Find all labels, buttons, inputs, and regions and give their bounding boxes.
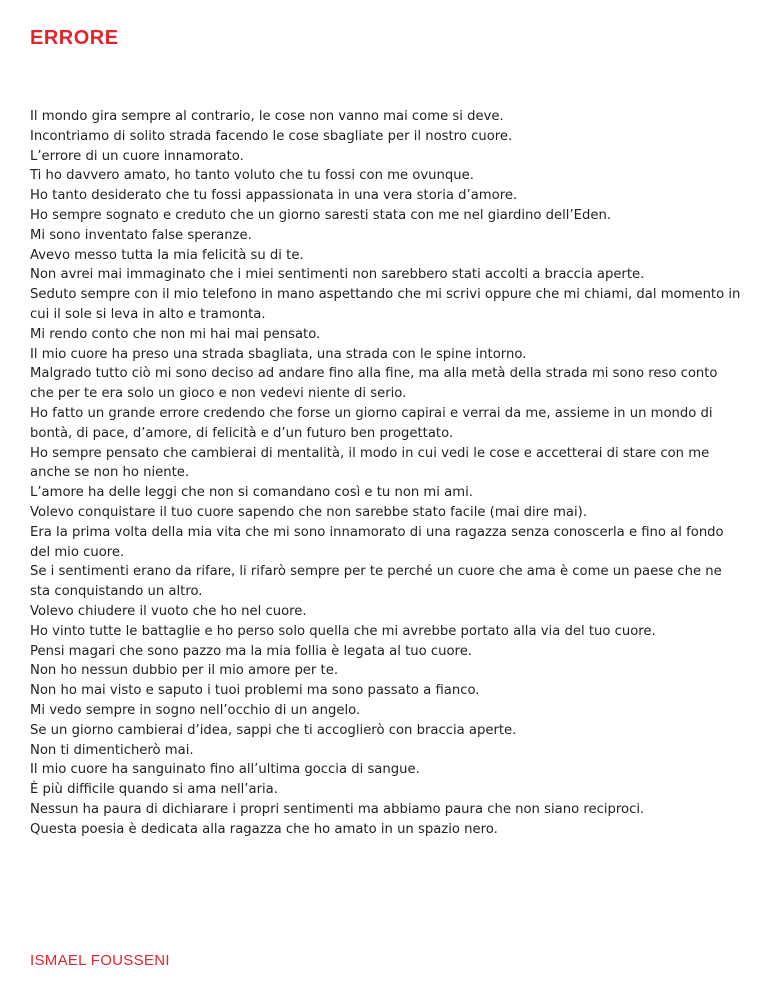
poem-line: È più difficile quando si ama nell’aria.: [30, 782, 278, 798]
poem-line: Ti ho davvero amato, ho tanto voluto che tu fossi con me ovunque.: [30, 168, 474, 184]
poem-line: Mi vedo sempre in sogno nell’occhio di un angelo.: [30, 702, 361, 718]
poem-line: Malgrado tutto ciò mi sono deciso ad andare fino alla fine, ma alla metà della strada mi sono reso conto che per te era solo un gioco e non vedevi niente di serio.: [30, 366, 718, 402]
poem-line: Era la prima volta della mia vita che mi sono innamorato di una ragazza senza conoscerla e fino al fondo del mio cuore.: [30, 524, 724, 560]
poem-line: Non ti dimenticherò mai.: [30, 742, 194, 758]
poem-line: Avevo messo tutta la mia felicità su di te.: [30, 247, 304, 263]
poem-line: L’amore ha delle leggi che non si comandano così e tu non mi ami.: [30, 485, 473, 501]
poem-line: Il mio cuore ha sanguinato fino all’ultima goccia di sangue.: [30, 762, 420, 778]
poem-line: Non avrei mai immaginato che i miei sentimenti non sarebbero stati accolti a braccia aperte.: [30, 267, 645, 283]
poem-line: Ho fatto un grande errore credendo che forse un giorno capirai e verrai da me, assieme in un mondo di bontà, di pace, d’amore, di felicità e d’un futuro ben progettato.: [30, 405, 713, 441]
poem-title: ERRORE: [30, 27, 119, 49]
poem-line: Nessun ha paura di dichiarare i propri sentimenti ma abbiamo paura che non siano reciproci.: [30, 801, 645, 817]
poem-line: Volevo conquistare il tuo cuore sapendo che non sarebbe stato facile (mai dire mai).: [30, 504, 588, 520]
poem-line: Ho sempre pensato che cambierai di mentalità, il modo in cui vedi le cose e accetterai di stare con me anche se non ho niente.: [30, 445, 710, 481]
poem-line: Il mio cuore ha preso una strada sbagliata, una strada con le spine intorno.: [30, 346, 527, 362]
poem-line: Se un giorno cambierai d’idea, sappi che ti accoglierò con braccia aperte.: [30, 722, 517, 738]
poem-line: Non ho nessun dubbio per il mio amore per te.: [30, 663, 339, 679]
poem-line: Seduto sempre con il mio telefono in mano aspettando che mi scrivi oppure che mi chiami, dal momento in cui il sole si leva in alto e tramonta.: [30, 287, 741, 322]
poem-line: Se i sentimenti erano da rifare, li rifarò sempre per te perché un cuore che ama è come un paese che ne sta conquistando un altro.: [30, 564, 722, 600]
poem-body: [30, 107, 745, 839]
poem-line: Ho vinto tutte le battaglie e ho perso solo quella che mi avrebbe portato alla via del tuo cuore.: [30, 623, 656, 639]
poem-line: Non ho mai visto e saputo i tuoi problemi ma sono passato a fianco.: [30, 683, 480, 699]
poem-line: Ho sempre sognato e creduto che un giorno saresti stata con me nel giardino dell’Eden.: [30, 207, 612, 223]
poem-line: Mi rendo conto che non mi hai mai pensato.: [30, 326, 321, 342]
poem-line: Mi sono inventato false speranze.: [30, 227, 252, 243]
poem-line: Pensi magari che sono pazzo ma la mia follia è legata al tuo cuore.: [30, 643, 472, 659]
poem-line: Volevo chiudere il vuoto che ho nel cuore.: [30, 603, 307, 619]
poem-line: L’errore di un cuore innamorato.: [30, 148, 244, 164]
poem-line: Incontriamo di solito strada facendo le cose sbagliate per il nostro cuore.: [30, 128, 513, 144]
poem-line: Ho tanto desiderato che tu fossi appassionata in una vera storia d’amore.: [30, 188, 518, 204]
poem-line: Il mondo gira sempre al contrario, le cose non vanno mai come si deve.: [30, 109, 504, 124]
poem-line: Questa poesia è dedicata alla ragazza che ho amato in un spazio nero.: [30, 821, 498, 837]
author-name: ISMAEL FOUSSENI: [30, 952, 170, 969]
